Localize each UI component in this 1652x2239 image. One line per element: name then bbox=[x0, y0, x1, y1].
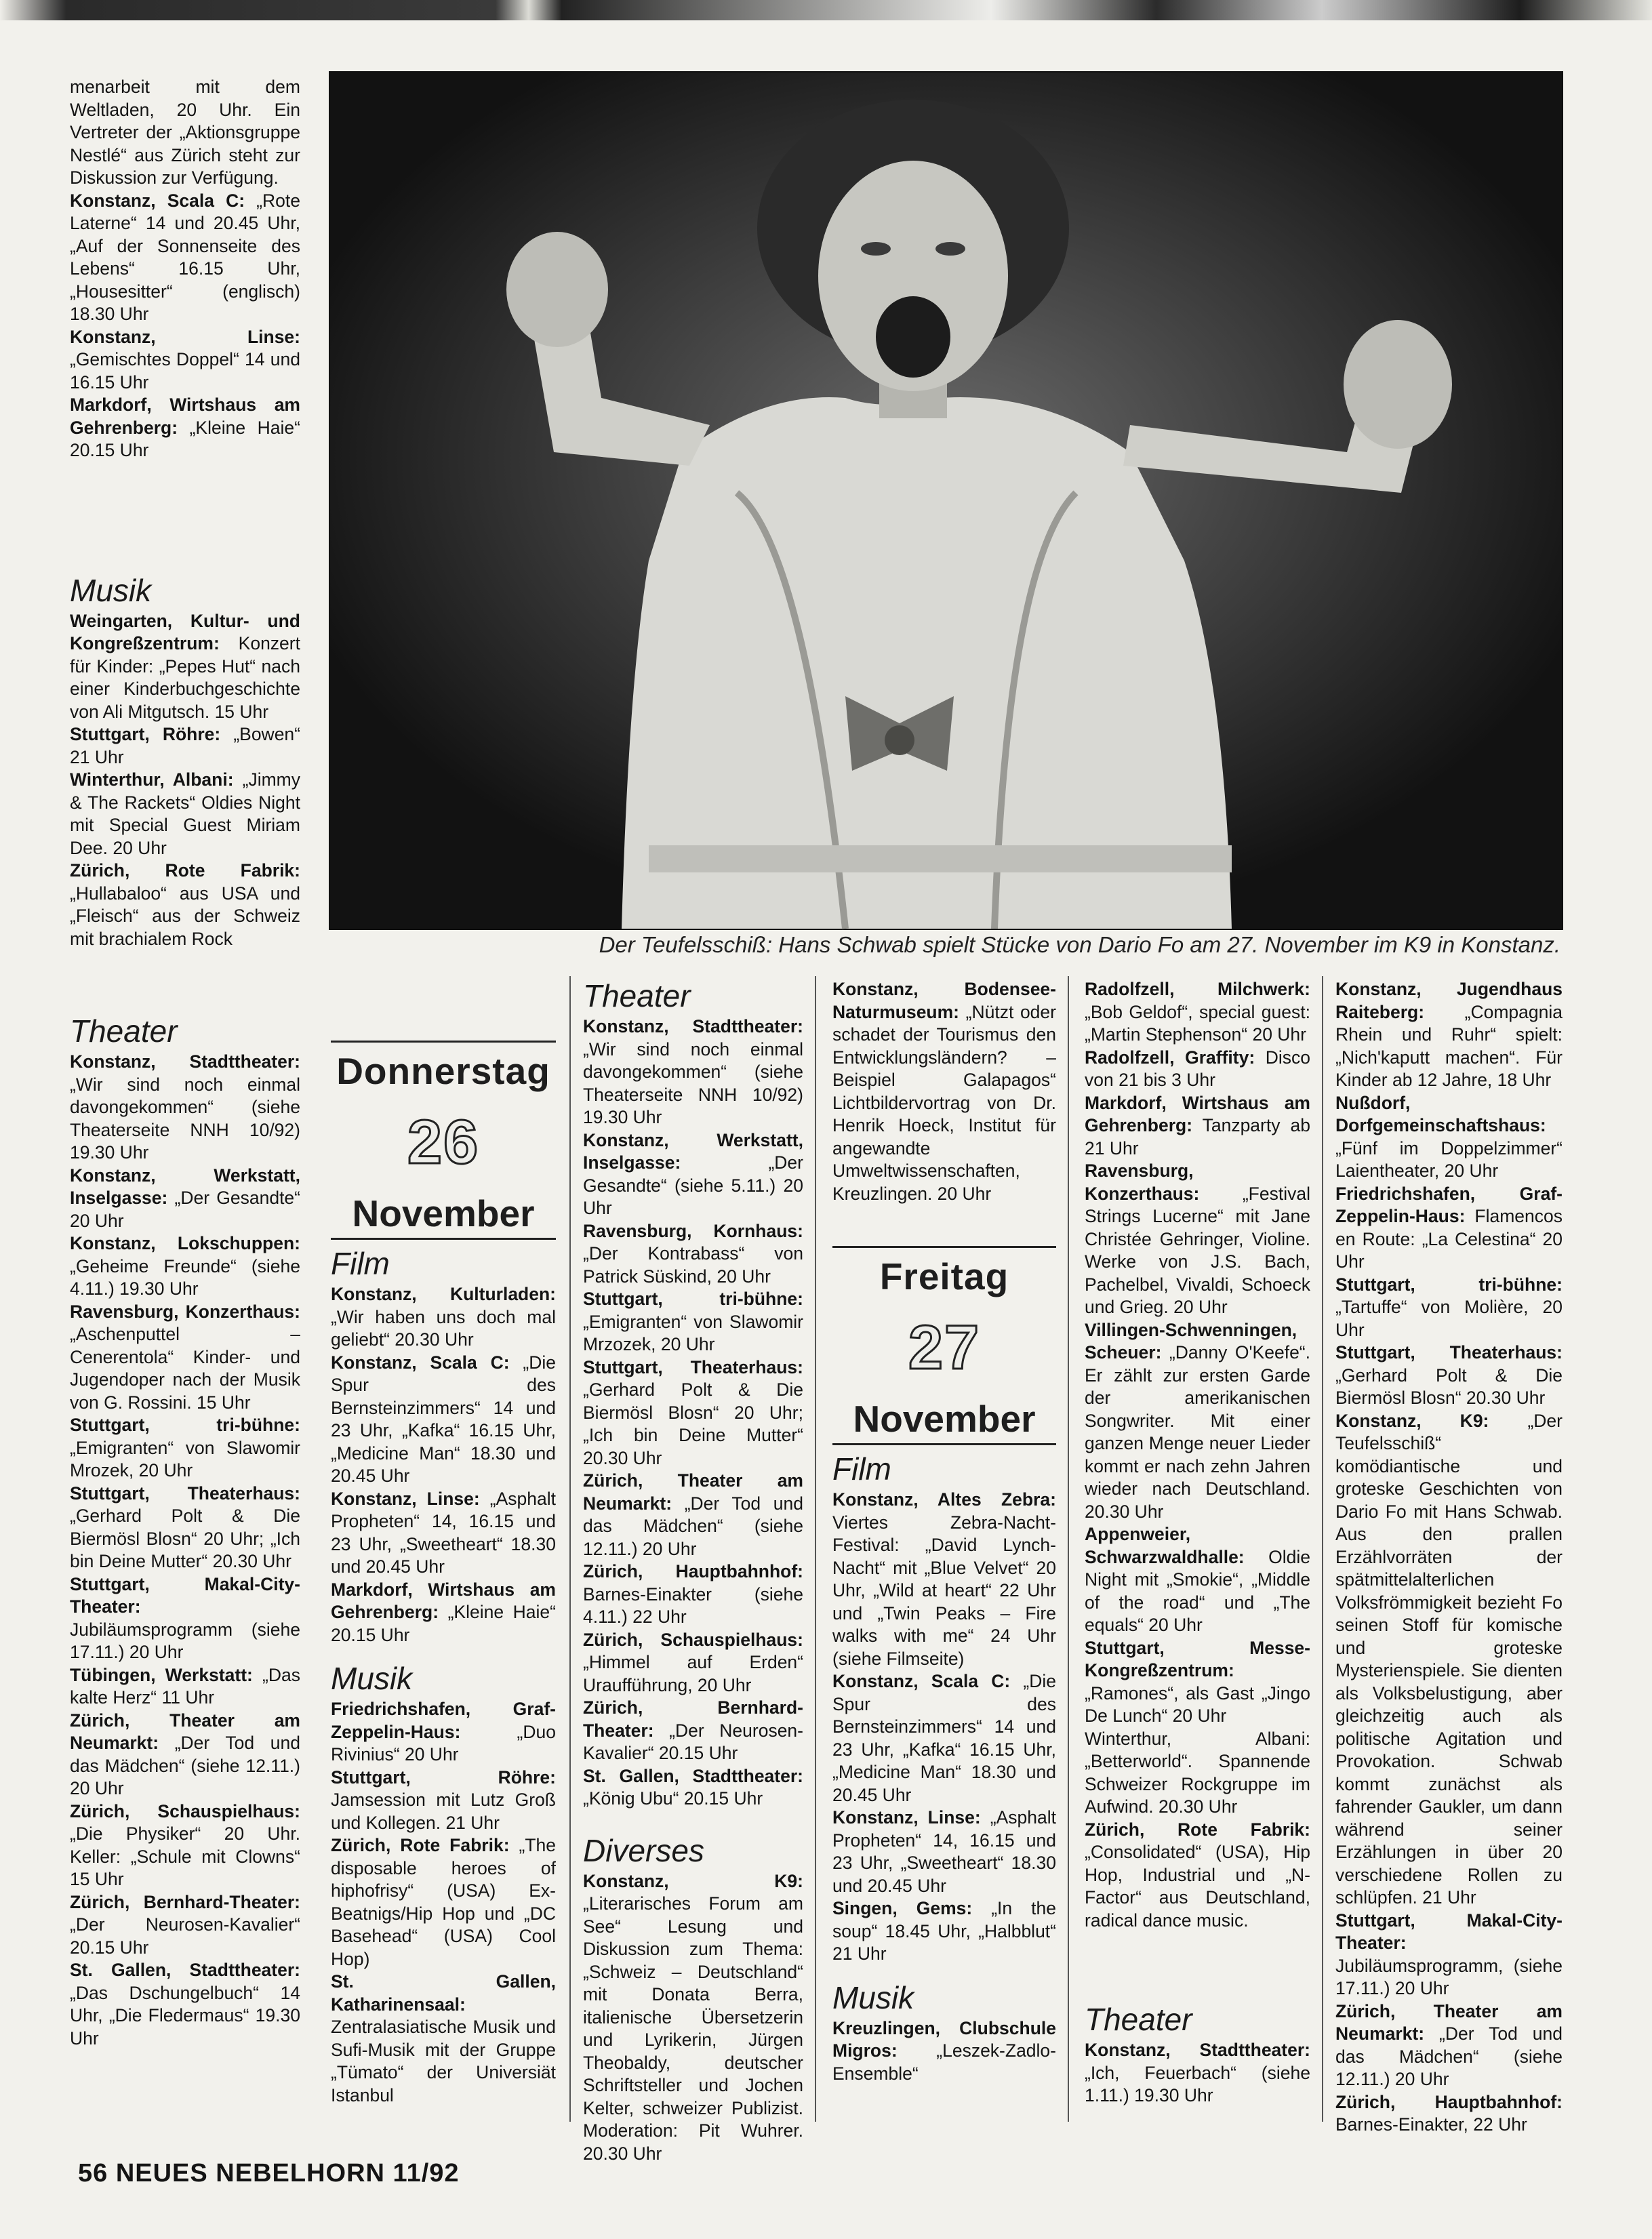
section-heading-musik: Musik bbox=[832, 1979, 914, 2015]
listing-details: „Emigranten“ von Slawomir Mrozek, 20 Uhr bbox=[70, 1437, 300, 1480]
month: November bbox=[853, 1398, 1036, 1440]
venue: Tübingen, Werkstatt: bbox=[70, 1664, 253, 1685]
listing-details: „Consolidated“ (USA), Hip Hop, Industrial und „N-Factor“ aus Deutschland, radical dance music. bbox=[1085, 1842, 1310, 1931]
listing-entry bbox=[1085, 1637, 1310, 1728]
listing-details: „Himmel auf Erden“ Uraufführung, 20 Uhr bbox=[583, 1652, 803, 1695]
venue: Markdorf, Wirtshaus am Gehrenberg: bbox=[70, 395, 300, 438]
column-6 bbox=[1335, 978, 1563, 2135]
day-number: 26 bbox=[407, 1108, 480, 1177]
venue: Konstanz, Linse: bbox=[832, 1807, 981, 1828]
listing-details: „Leszek-Zadlo-Ensemble“ bbox=[832, 2040, 1056, 2084]
column-2 bbox=[331, 980, 556, 2118]
venue: Stuttgart, tri-bühne: bbox=[70, 1415, 300, 1435]
listing-details: „Ich, Feuerbach“ (siehe 1.11.) 19.30 Uhr bbox=[1085, 2062, 1310, 2105]
venue: Konstanz, Stadttheater: bbox=[583, 1016, 803, 1036]
listing-details: „Tartuffe“ von Molière, 20 Uhr bbox=[1335, 1297, 1563, 1340]
venue: St. Gallen, Stadttheater: bbox=[70, 1960, 300, 1980]
listing-details: Jubiläumsprogramm, (siehe 17.11.) 20 Uhr bbox=[1335, 1955, 1563, 1998]
venue: St. Gallen, Katharinensaal: bbox=[331, 1971, 556, 2015]
listing-details: Jubiläumsprogramm (siehe 17.11.) 20 Uhr bbox=[70, 1619, 300, 1662]
listing-entry bbox=[1335, 1342, 1563, 1410]
performer-illustration bbox=[330, 73, 1562, 929]
venue: Appenweier, Schwarzwaldhalle: bbox=[1085, 1524, 1245, 1567]
venue: Villingen-Schwenningen, Scheuer: bbox=[1085, 1319, 1297, 1363]
listing-details: „Danny O'Keefe“. Er zählt zur ersten Garde der amerikanischen Songwriter. Mit einer ganzen Menge neuer Lieder kommt er nach zehn Jahren wieder nach Deutschland. 20.30 Uhr bbox=[1085, 1342, 1310, 1522]
listing-details: Oldie Night mit „Smokie“, „Middle of the road“ und „The equals“ 20 Uhr bbox=[1085, 1546, 1310, 1635]
listing-entry bbox=[1085, 1047, 1310, 1092]
listing-details: „Bob Geldof“, special guest: „Martin Stephenson“ 20 Uhr bbox=[1085, 1001, 1310, 1045]
listing-entry bbox=[70, 190, 300, 326]
venue: Markdorf, Wirtshaus am Gehrenberg: bbox=[1085, 1092, 1310, 1135]
listing-details: „Die Physiker“ 20 Uhr. Keller: „Schule mit Clowns“ 15 Uhr bbox=[70, 1823, 300, 1889]
listing-entry bbox=[583, 1129, 803, 1220]
listing-entry bbox=[583, 1629, 803, 1697]
listing-entry bbox=[832, 1489, 1056, 1670]
venue: Friedrichshafen, Graf-Zeppelin-Haus: bbox=[1335, 1183, 1563, 1226]
listing-entry bbox=[1085, 1160, 1310, 1319]
listing-details: „Der Neurosen-Kavalier“ 20.15 Uhr bbox=[70, 1914, 300, 1958]
venue: Konstanz, Lokschuppen: bbox=[70, 1233, 300, 1253]
column-divider bbox=[1322, 976, 1323, 2122]
listing-details: „Compagnia Rhein und Ruhr“ spielt: „Nich'kaputt machen“. Für Kinder ab 12 Jahre, 18 Uhr bbox=[1335, 1001, 1563, 1090]
venue: Zürich, Theater am Neumarkt: bbox=[1335, 2000, 1563, 2044]
listing-details: „Bowen“ 21 Uhr bbox=[70, 724, 300, 767]
listing-entry bbox=[70, 1710, 300, 1800]
listing-entry: Winterthur, Albani: „Betterworld“. Spannende Schweizer Rockgruppe im Aufwind. 20.30 Uhr bbox=[1085, 1728, 1310, 1817]
listing-entry bbox=[832, 1670, 1056, 1807]
column-1 bbox=[70, 76, 300, 2116]
venue: Radolfzell, Graffity: bbox=[1085, 1047, 1255, 1068]
listing-details: „Fünf im Doppelzimmer“ Laientheater, 20 Uhr bbox=[1335, 1137, 1563, 1181]
venue: Zürich, Bernhard-Theater: bbox=[70, 1891, 300, 1912]
listing-entry bbox=[583, 1356, 803, 1470]
day-number: 27 bbox=[908, 1313, 981, 1382]
listing-entry bbox=[583, 1015, 803, 1129]
listing-entry bbox=[70, 610, 300, 724]
listing-details: „König Ubu“ 20.15 Uhr bbox=[583, 1788, 763, 1809]
listing-details: „Der Kontrabass“ von Patrick Süskind, 20 Uhr bbox=[583, 1243, 803, 1287]
listing-entry bbox=[70, 1232, 300, 1301]
divider bbox=[832, 1443, 1056, 1445]
listing-details: „Hullabaloo“ aus USA und „Fleisch“ aus der Schweiz mit brachialem Rock bbox=[70, 883, 300, 949]
listing-entry bbox=[331, 1579, 556, 1647]
listing-entry bbox=[70, 394, 300, 462]
venue: Markdorf, Wirtshaus am Gehrenberg: bbox=[331, 1579, 556, 1622]
venue: Konstanz, Bodensee-Naturmuseum: bbox=[832, 979, 1056, 1022]
page-footer: 56 NEUES NEBELHORN 11/92 bbox=[78, 2159, 460, 2187]
listing-details: Barnes-Einakter (siehe 4.11.) 22 Uhr bbox=[583, 1584, 803, 1627]
listing-details: „Wir haben uns doch mal geliebt“ 20.30 Uhr bbox=[331, 1306, 556, 1350]
venue: Zürich, Schauspielhaus: bbox=[583, 1629, 803, 1650]
listing-details: Barnes-Einakter, 22 Uhr bbox=[1335, 2114, 1527, 2135]
listing-details: „Wir sind noch einmal davongekommen“ (siehe Theaterseite NNH 10/92) 19.30 Uhr bbox=[70, 1074, 300, 1163]
listing-details: Jamsession mit Lutz Groß und Kollegen. 21 Uhr bbox=[331, 1790, 556, 1833]
listing-entry bbox=[70, 1414, 300, 1482]
venue: Weingarten, Kultur- und Kongreßzentrum: bbox=[70, 610, 300, 653]
listing-entry bbox=[331, 1283, 556, 1352]
listing-entry bbox=[583, 1470, 803, 1560]
listing-entry bbox=[832, 2017, 1056, 2086]
weekday: Freitag bbox=[879, 1255, 1009, 1297]
venue: Zürich, Theater am Neumarkt: bbox=[583, 1470, 803, 1514]
listing-entry bbox=[1335, 1274, 1563, 1342]
listing-details: „Wir sind noch einmal davongekommen“ (siehe Theaterseite NNH 10/92) 19.30 Uhr bbox=[583, 1038, 803, 1127]
divider bbox=[331, 1238, 556, 1240]
listing-entry bbox=[70, 860, 300, 950]
venue: Singen, Gems: bbox=[832, 1898, 973, 1918]
listing-entry bbox=[331, 1698, 556, 1767]
venue: Konstanz, Kulturladen: bbox=[331, 1284, 556, 1304]
venue: Radolfzell, Milchwerk: bbox=[1085, 979, 1310, 999]
listing-details: „Duo Rivinius“ 20 Uhr bbox=[331, 1721, 556, 1764]
section-heading-film: Film bbox=[832, 1451, 891, 1487]
listing-details: „Die Spur des Bernsteinzimmers“ 14 und 23 Uhr, „Kafka“ 16.15 Uhr, „Medicine Man“ 18.30 und 20.45 Uhr bbox=[331, 1352, 556, 1486]
date-header-26-november bbox=[331, 1041, 556, 1240]
listing-entry bbox=[1335, 1092, 1563, 1183]
divider bbox=[331, 1041, 556, 1043]
venue: Zürich, Rote Fabrik: bbox=[1085, 1819, 1310, 1840]
section-heading-musik: Musik bbox=[70, 572, 152, 608]
listing-entry bbox=[1335, 1410, 1563, 1910]
listing-entry bbox=[1085, 2039, 1310, 2107]
listing-details: „In the soup“ 18.45 Uhr, „Halbblut“ 21 Uhr bbox=[832, 1898, 1056, 1964]
listing-entry bbox=[70, 1301, 300, 1415]
listing-entry bbox=[583, 1697, 803, 1765]
listing-details: „Der Tod und das Mädchen“ (siehe 12.11.) 20 Uhr bbox=[1335, 2023, 1563, 2089]
listing-details: Viertes Zebra-Nacht-Festival: „David Lynch-Nacht“ mit „Blue Velvet“ 20 Uhr, „Wild at heart“ 22 Uhr und „Twin Peaks – Fire walks with me“ 24 Uhr (siehe Filmseite) bbox=[832, 1512, 1056, 1669]
listing-entry bbox=[331, 1767, 556, 1835]
listing-details: „Der Neurosen-Kavalier“ 20.15 Uhr bbox=[583, 1720, 803, 1763]
listing-entry bbox=[1335, 1910, 1563, 2000]
column-divider bbox=[569, 976, 571, 2122]
listing-details: „Literarisches Forum am See“ Lesung und Diskussion zum Thema: „Schweiz – Deutschland“ mit Donata Berra, italienische Übersetzerin und Lyrikerin, Jürgen Theobaldy, deutscher Schriftsteller und Jochen Kelter, schweizer Publizist. Moderation: Pit Wuhrer. 20.30 Uhr bbox=[583, 1893, 803, 2164]
listing-details: „Aschenputtel – Cenerentola“ Kinder- und Jugendoper nach der Musik von G. Rossini. 15 Uhr bbox=[70, 1324, 300, 1413]
venue: Stuttgart, Theaterhaus: bbox=[70, 1482, 300, 1504]
listing-details: Tanzparty ab 21 Uhr bbox=[1085, 1115, 1310, 1158]
venue: Stuttgart, tri-bühne: bbox=[1335, 1274, 1563, 1295]
venue: Kreuzlingen, Clubschule Migros: bbox=[832, 2017, 1056, 2061]
listing-entry bbox=[1085, 978, 1310, 1047]
listing-entry bbox=[583, 1220, 803, 1289]
listing-details: „Kleine Haie“ 20.15 Uhr bbox=[331, 1602, 556, 1645]
venue: Konstanz, K9: bbox=[1335, 1410, 1489, 1431]
listing-details: „Emigranten“ von Slawomir Mrzozek, 20 Uhr bbox=[583, 1311, 803, 1354]
listing-entry bbox=[70, 1891, 300, 1960]
venue: Stuttgart, Theaterhaus: bbox=[583, 1356, 803, 1377]
venue: Konstanz, K9: bbox=[583, 1870, 803, 1891]
venue: Nußdorf, Dorfgemeinschaftshaus: bbox=[1335, 1092, 1546, 1135]
venue: Zürich, Bernhard-Theater: bbox=[583, 1697, 803, 1741]
listing-details: „Ramones“, als Gast „Jingo De Lunch“ 20 Uhr bbox=[1085, 1682, 1310, 1726]
divider bbox=[832, 1246, 1056, 1248]
venue: Ravensburg, Konzerthaus: bbox=[70, 1301, 300, 1322]
listing-details: „Asphalt Propheten“ 14, 16.15 und 23 Uhr, „Sweetheart“ 18.30 und 20.45 Uhr bbox=[832, 1807, 1056, 1896]
top-scan-band bbox=[0, 0, 1652, 20]
venue: Konstanz, Werkstatt, Inselgasse: bbox=[583, 1129, 803, 1173]
listing-entry bbox=[70, 723, 300, 769]
venue: Ravensburg, Konzerthaus: bbox=[1085, 1161, 1200, 1204]
section-heading-musik: Musik bbox=[331, 1661, 413, 1696]
listing-entry bbox=[70, 1165, 300, 1233]
venue: Konstanz, Linse: bbox=[331, 1488, 480, 1509]
listing-entry bbox=[583, 1870, 803, 2166]
listing-details: „Der Gesandte“ (siehe 5.11.) 20 Uhr bbox=[583, 1152, 803, 1218]
venue: Konstanz, Scala C: bbox=[832, 1671, 1011, 1691]
section-heading-theater: Theater bbox=[70, 1013, 178, 1049]
listing-entry bbox=[70, 1051, 300, 1165]
venue: Stuttgart, tri-bühne: bbox=[583, 1289, 803, 1309]
date-header-27-november bbox=[832, 1246, 1056, 1445]
listing-details: „Gerhard Polt & Die Biermösl Blosn“ 20 Uhr; „Ich bin Deine Mutter“ 20.30 Uhr bbox=[583, 1379, 803, 1468]
column-4 bbox=[832, 978, 1056, 2117]
listing-entry bbox=[70, 326, 300, 395]
listing-entry bbox=[832, 978, 1056, 1205]
venue: Konstanz, Stadttheater: bbox=[70, 1051, 300, 1072]
venue: Zürich, Hauptbahnhof: bbox=[583, 1561, 803, 1581]
photo-caption: Der Teufelsschiß: Hans Schwab spielt Stücke von Dario Fo am 27. November im K9 in Konstanz. bbox=[599, 932, 1560, 957]
listing-entry bbox=[832, 1807, 1056, 1897]
listing-details: „Geheime Freunde“ (siehe 4.11.) 19.30 Uhr bbox=[70, 1255, 300, 1299]
month: November bbox=[352, 1192, 535, 1234]
listing-entry bbox=[70, 1664, 300, 1710]
listing-entry bbox=[1085, 1092, 1310, 1161]
column-5 bbox=[1085, 978, 1310, 2117]
venue: Zürich, Rote Fabrik: bbox=[331, 1835, 510, 1855]
listing-details: Zentralasiatische Musik und Sufi-Musik mit der Gruppe „Tümato“ der Universiät Istanbul bbox=[331, 2017, 556, 2105]
listing-entry bbox=[70, 769, 300, 860]
listing-entry bbox=[70, 1482, 300, 1573]
listing-entry bbox=[70, 1573, 300, 1664]
column-divider bbox=[815, 976, 816, 2122]
listing-entry bbox=[1335, 2000, 1563, 2091]
section-heading-theater: Theater bbox=[1085, 2002, 1192, 2037]
listing-entry bbox=[583, 1560, 803, 1629]
venue: Konstanz, Scala C: bbox=[331, 1352, 510, 1373]
venue: Stuttgart, Makal-City-Theater: bbox=[70, 1573, 300, 1617]
listing-details: „Kleine Haie“ 20.15 Uhr bbox=[70, 417, 300, 460]
venue: Konstanz, Linse: bbox=[70, 326, 300, 347]
venue: Zürich, Theater am Neumarkt: bbox=[70, 1710, 300, 1753]
listing-entry bbox=[1085, 1819, 1310, 1933]
venue: Konstanz, Stadttheater: bbox=[1085, 2040, 1310, 2060]
listing-entry bbox=[583, 1288, 803, 1356]
listing-details: „Gemischtes Doppel“ 14 und 16.15 Uhr bbox=[70, 349, 300, 392]
venue: Stuttgart, Röhre: bbox=[331, 1767, 556, 1788]
listing-details: Konzert für Kinder: „Pepes Hut“ nach einer Kinderbuchgeschichte von Ali Mitgutsch. 15 Uhr bbox=[70, 633, 300, 722]
venue: Zürich, Rote Fabrik: bbox=[70, 860, 300, 881]
listing-details: „Der Tod und das Mädchen“ (siehe 12.11.) 20 Uhr bbox=[583, 1493, 803, 1559]
listing-details: „Der Gesandte“ 20 Uhr bbox=[70, 1188, 300, 1231]
venue: Konstanz, Jugendhaus Raiteberg: bbox=[1335, 979, 1563, 1022]
listing-details: „Asphalt Propheten“ 14, 16.15 und 23 Uhr, „Sweetheart“ 18.30 und 20.45 Uhr bbox=[331, 1488, 556, 1577]
listing-details: Flamencos en Route: „La Celestina“ 20 Uhr bbox=[1335, 1206, 1563, 1272]
venue: Ravensburg, Kornhaus: bbox=[583, 1220, 803, 1241]
venue: Stuttgart, Theaterhaus: bbox=[1335, 1342, 1563, 1363]
listing-details: „The disposable heroes of hiphofrisy“ (USA) Ex-Beatnigs/Hip Hop und „DC Basehead“ (USA) Cool Hop) bbox=[331, 1835, 556, 1969]
listing-text: menarbeit mit dem Weltladen, 20 Uhr. Ein Vertreter der „Aktionsgruppe Nestlé“ aus Zürich steht zur Diskussion zur Verfügung. bbox=[70, 77, 300, 188]
listing-details: „Der Teufelsschiß“ komödiantische und groteske Geschichten von Dario Fo mit Hans Schwab. Aus den prallen Erzählvorräten der spätmittelalterlichen Volksfrömmigkeit bezieht Fo seinen Stoff für komische und groteske Mysterienspiele. Sie dienten als Volksbelustigung, aber gleichzeitig auch als politische Agitation und Provokation. Schwab kommt zunächst als fahrender Gaukler, um dann während seiner Erzählungen in über 20 verschiedene Rollen zu schlüpfen. 21 Uhr bbox=[1335, 1410, 1563, 1908]
venue: Stuttgart, Makal-City-Theater: bbox=[1335, 1910, 1563, 1953]
venue: Friedrichshafen, Graf-Zeppelin-Haus: bbox=[331, 1699, 556, 1742]
listing-entry bbox=[1085, 1523, 1310, 1637]
listing-entry bbox=[331, 1834, 556, 1971]
column-3 bbox=[583, 976, 803, 2164]
listing-details: „Die Spur des Bernsteinzimmers“ 14 und 23 Uhr, „Kafka“ 16.15 Uhr, „Medicine Man“ 18.30 und 20.45 Uhr bbox=[832, 1671, 1056, 1805]
column-divider bbox=[1068, 976, 1069, 2122]
venue: Konstanz, Scala C: bbox=[70, 190, 245, 211]
venue: Winterthur, Albani: bbox=[70, 769, 234, 790]
listing-details: „Gerhard Polt & Die Biermösl Blosn“ 20 Uhr; „Ich bin Deine Mutter“ 20.30 Uhr bbox=[70, 1506, 300, 1571]
listing-entry bbox=[1335, 978, 1563, 1092]
listing-entry bbox=[331, 1971, 556, 2107]
venue: Zürich, Schauspielhaus: bbox=[70, 1800, 300, 1821]
listing-entry bbox=[331, 1488, 556, 1579]
listing-details: „Jimmy & The Rackets“ Oldies Night mit Special Guest Miriam Dee. 20 Uhr bbox=[70, 769, 300, 858]
venue: Stuttgart, Röhre: bbox=[70, 724, 221, 744]
venue: Konstanz, Werkstatt, Inselgasse: bbox=[70, 1165, 300, 1208]
listing-entry bbox=[331, 1352, 556, 1488]
section-heading-film: Film bbox=[331, 1246, 390, 1281]
listing-entry bbox=[1335, 2091, 1563, 2137]
section-heading-theater: Theater bbox=[583, 978, 691, 1013]
listing-entry bbox=[583, 1765, 803, 1811]
listing-details: Disco von 21 bis 3 Uhr bbox=[1085, 1047, 1310, 1090]
section-heading-diverses: Diverses bbox=[583, 1832, 704, 1868]
venue: Zürich, Hauptbahnhof: bbox=[1335, 2091, 1563, 2112]
listing-details: „Festival Strings Lucerne“ mit Jane Christée Gehringer, Violine. Werke von J.S. Bach, Pachelbel, Vivaldi, Schoeck und Grieg. 20 Uhr bbox=[1085, 1183, 1310, 1317]
listing-details: „Der Tod und das Mädchen“ (siehe 12.11.) 20 Uhr bbox=[70, 1733, 300, 1798]
listing-details: „Rote Laterne“ 14 und 20.45 Uhr, „Auf der Sonnenseite des Lebens“ 16.15 Uhr, „Housesitter“ (englisch) 18.30 Uhr bbox=[70, 190, 300, 324]
performer-photo bbox=[329, 71, 1563, 930]
venue: Konstanz, Altes Zebra: bbox=[832, 1489, 1056, 1510]
listing-details: „Das Dschungelbuch“ 14 Uhr, „Die Fledermaus“ 19.30 Uhr bbox=[70, 1982, 300, 2049]
venue: Stuttgart, Messe-Kongreßzentrum: bbox=[1085, 1637, 1310, 1680]
listing-entry bbox=[1335, 1183, 1563, 1274]
venue: St. Gallen, Stadttheater: bbox=[583, 1765, 803, 1786]
listing-entry bbox=[1085, 1319, 1310, 1524]
listing-details: „Nützt oder schadet der Tourismus den Entwicklungsländern? – Beispiel Galapagos“ Lichtbildervortrag von Dr. Henrik Hoeck, Institut für angewandte Umweltwissenschaften, Kreuzlingen. 20 Uhr bbox=[832, 1001, 1056, 1204]
listing-entry bbox=[70, 1959, 300, 2050]
listing-details: „Gerhard Polt & Die Biermösl Blosn“ 20.30 Uhr bbox=[1335, 1365, 1563, 1408]
listing-details: „Das kalte Herz“ 11 Uhr bbox=[70, 1664, 300, 1708]
listing-entry bbox=[832, 1897, 1056, 1966]
listing-entry bbox=[70, 1800, 300, 1891]
weekday: Donnerstag bbox=[336, 1050, 550, 1092]
